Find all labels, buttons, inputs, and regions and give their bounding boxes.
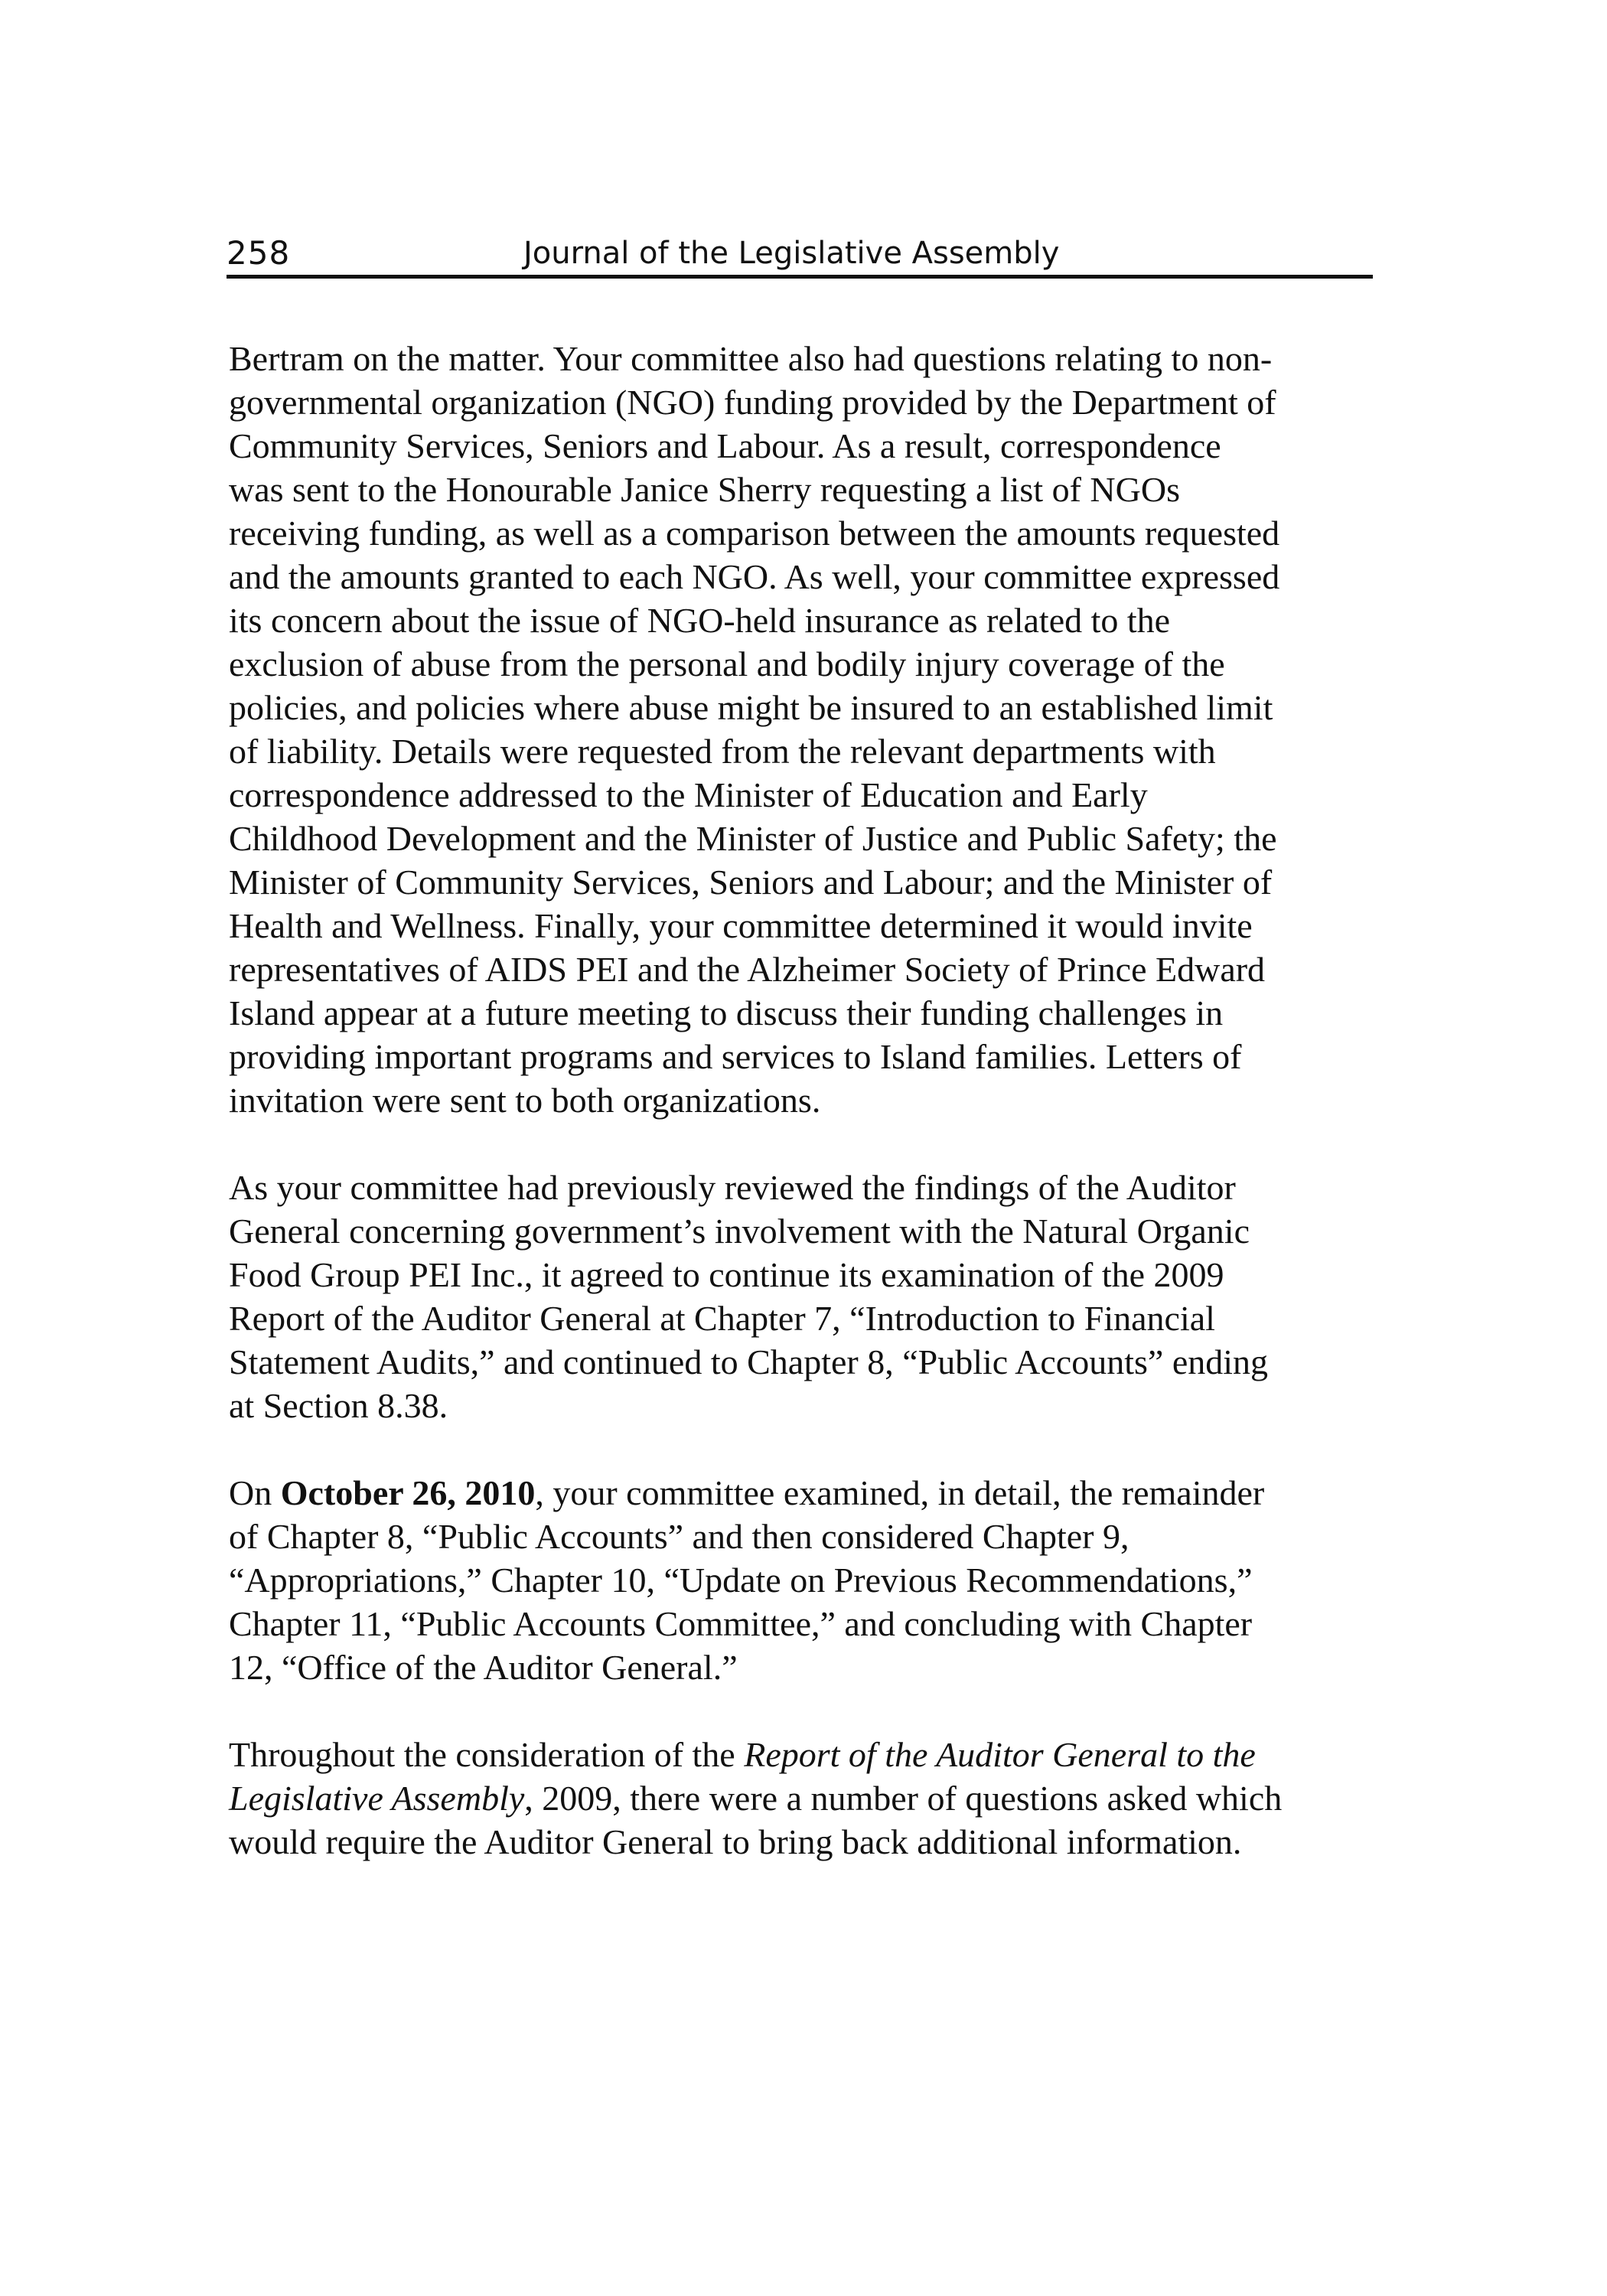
paragraph-1 [229, 337, 1377, 1122]
text-line: at Section 8.38. [229, 1386, 448, 1425]
meeting-date: October 26, 2010 [280, 1473, 536, 1512]
text-line: As your committee had previously reviewed the findings of the Auditor [229, 1168, 1236, 1207]
text-line: governmental organization (NGO) funding provided by the Department of [229, 383, 1276, 422]
text-line: its concern about the issue of NGO-held insurance as related to the [229, 601, 1171, 640]
text-line: receiving funding, as well as a comparison between the amounts requested [229, 514, 1280, 553]
paragraph-2 [229, 1166, 1377, 1427]
text-line [229, 1776, 1377, 1820]
journal-title: Journal of the Legislative Assembly [523, 236, 1060, 271]
report-title: Legislative Assembly [229, 1779, 525, 1818]
text-line: representatives of AIDS PEI and the Alzheimer Society of Prince Edward [229, 950, 1266, 989]
text-line: Health and Wellness. Finally, your committee determined it would invite [229, 906, 1253, 945]
text-line: 12, “Office of the Auditor General.” [229, 1648, 738, 1687]
text-line: Childhood Development and the Minister of Justice and Public Safety; the [229, 819, 1277, 858]
paragraph-3 [229, 1471, 1377, 1689]
text-line: would require the Auditor General to bring back additional information. [229, 1822, 1242, 1861]
text-line: of Chapter 8, “Public Accounts” and then considered Chapter 9, [229, 1517, 1129, 1556]
text-line: Minister of Community Services, Seniors and Labour; and the Minister of [229, 863, 1273, 902]
text-run: , your committee examined, in detail, the remainder [535, 1473, 1265, 1512]
text-run: , 2009, there were a number of questions asked which [524, 1779, 1283, 1818]
text-line: of liability. Details were requested from the relevant departments with [229, 732, 1216, 771]
page-number: 258 [227, 234, 291, 272]
text-line: Community Services, Seniors and Labour. As a result, correspondence [229, 426, 1221, 465]
text-run: On [229, 1473, 281, 1512]
text-line: was sent to the Honourable Janice Sherry requesting a list of NGOs [229, 470, 1180, 509]
text-line: “Appropriations,” Chapter 10, “Update on Previous Recommendations,” [229, 1561, 1253, 1600]
text-line: policies, and policies where abuse might be insured to an established limit [229, 688, 1273, 727]
text-line: Statement Audits,” and continued to Chapter 8, “Public Accounts” ending [229, 1342, 1269, 1381]
text-line: invitation were sent to both organizations. [229, 1081, 821, 1120]
text-line: Chapter 11, “Public Accounts Committee,” and concluding with Chapter [229, 1604, 1253, 1643]
text-line: exclusion of abuse from the personal and bodily injury coverage of the [229, 644, 1225, 683]
text-line [229, 1733, 1377, 1776]
text-line: Island appear at a future meeting to discuss their funding challenges in [229, 993, 1224, 1032]
text-run: Throughout the consideration of the [229, 1735, 745, 1774]
running-header [227, 232, 1373, 279]
text-line: General concerning government’s involvement with the Natural Organic [229, 1212, 1250, 1251]
text-line: providing important programs and services to Island families. Letters of [229, 1037, 1242, 1076]
text-line: Report of the Auditor General at Chapter 7, “Introduction to Financial [229, 1299, 1215, 1338]
text-line: Food Group PEI Inc., it agreed to continue its examination of the 2009 [229, 1255, 1224, 1294]
text-line [229, 1471, 1377, 1515]
body-text [229, 337, 1377, 1907]
text-line: Bertram on the matter. Your committee also had questions relating to non- [229, 339, 1273, 378]
text-line: and the amounts granted to each NGO. As well, your committee expressed [229, 557, 1280, 596]
paragraph-4 [229, 1733, 1377, 1864]
report-title: Report of the Auditor General to the [744, 1735, 1256, 1774]
text-line: correspondence addressed to the Minister of Education and Early [229, 775, 1148, 814]
